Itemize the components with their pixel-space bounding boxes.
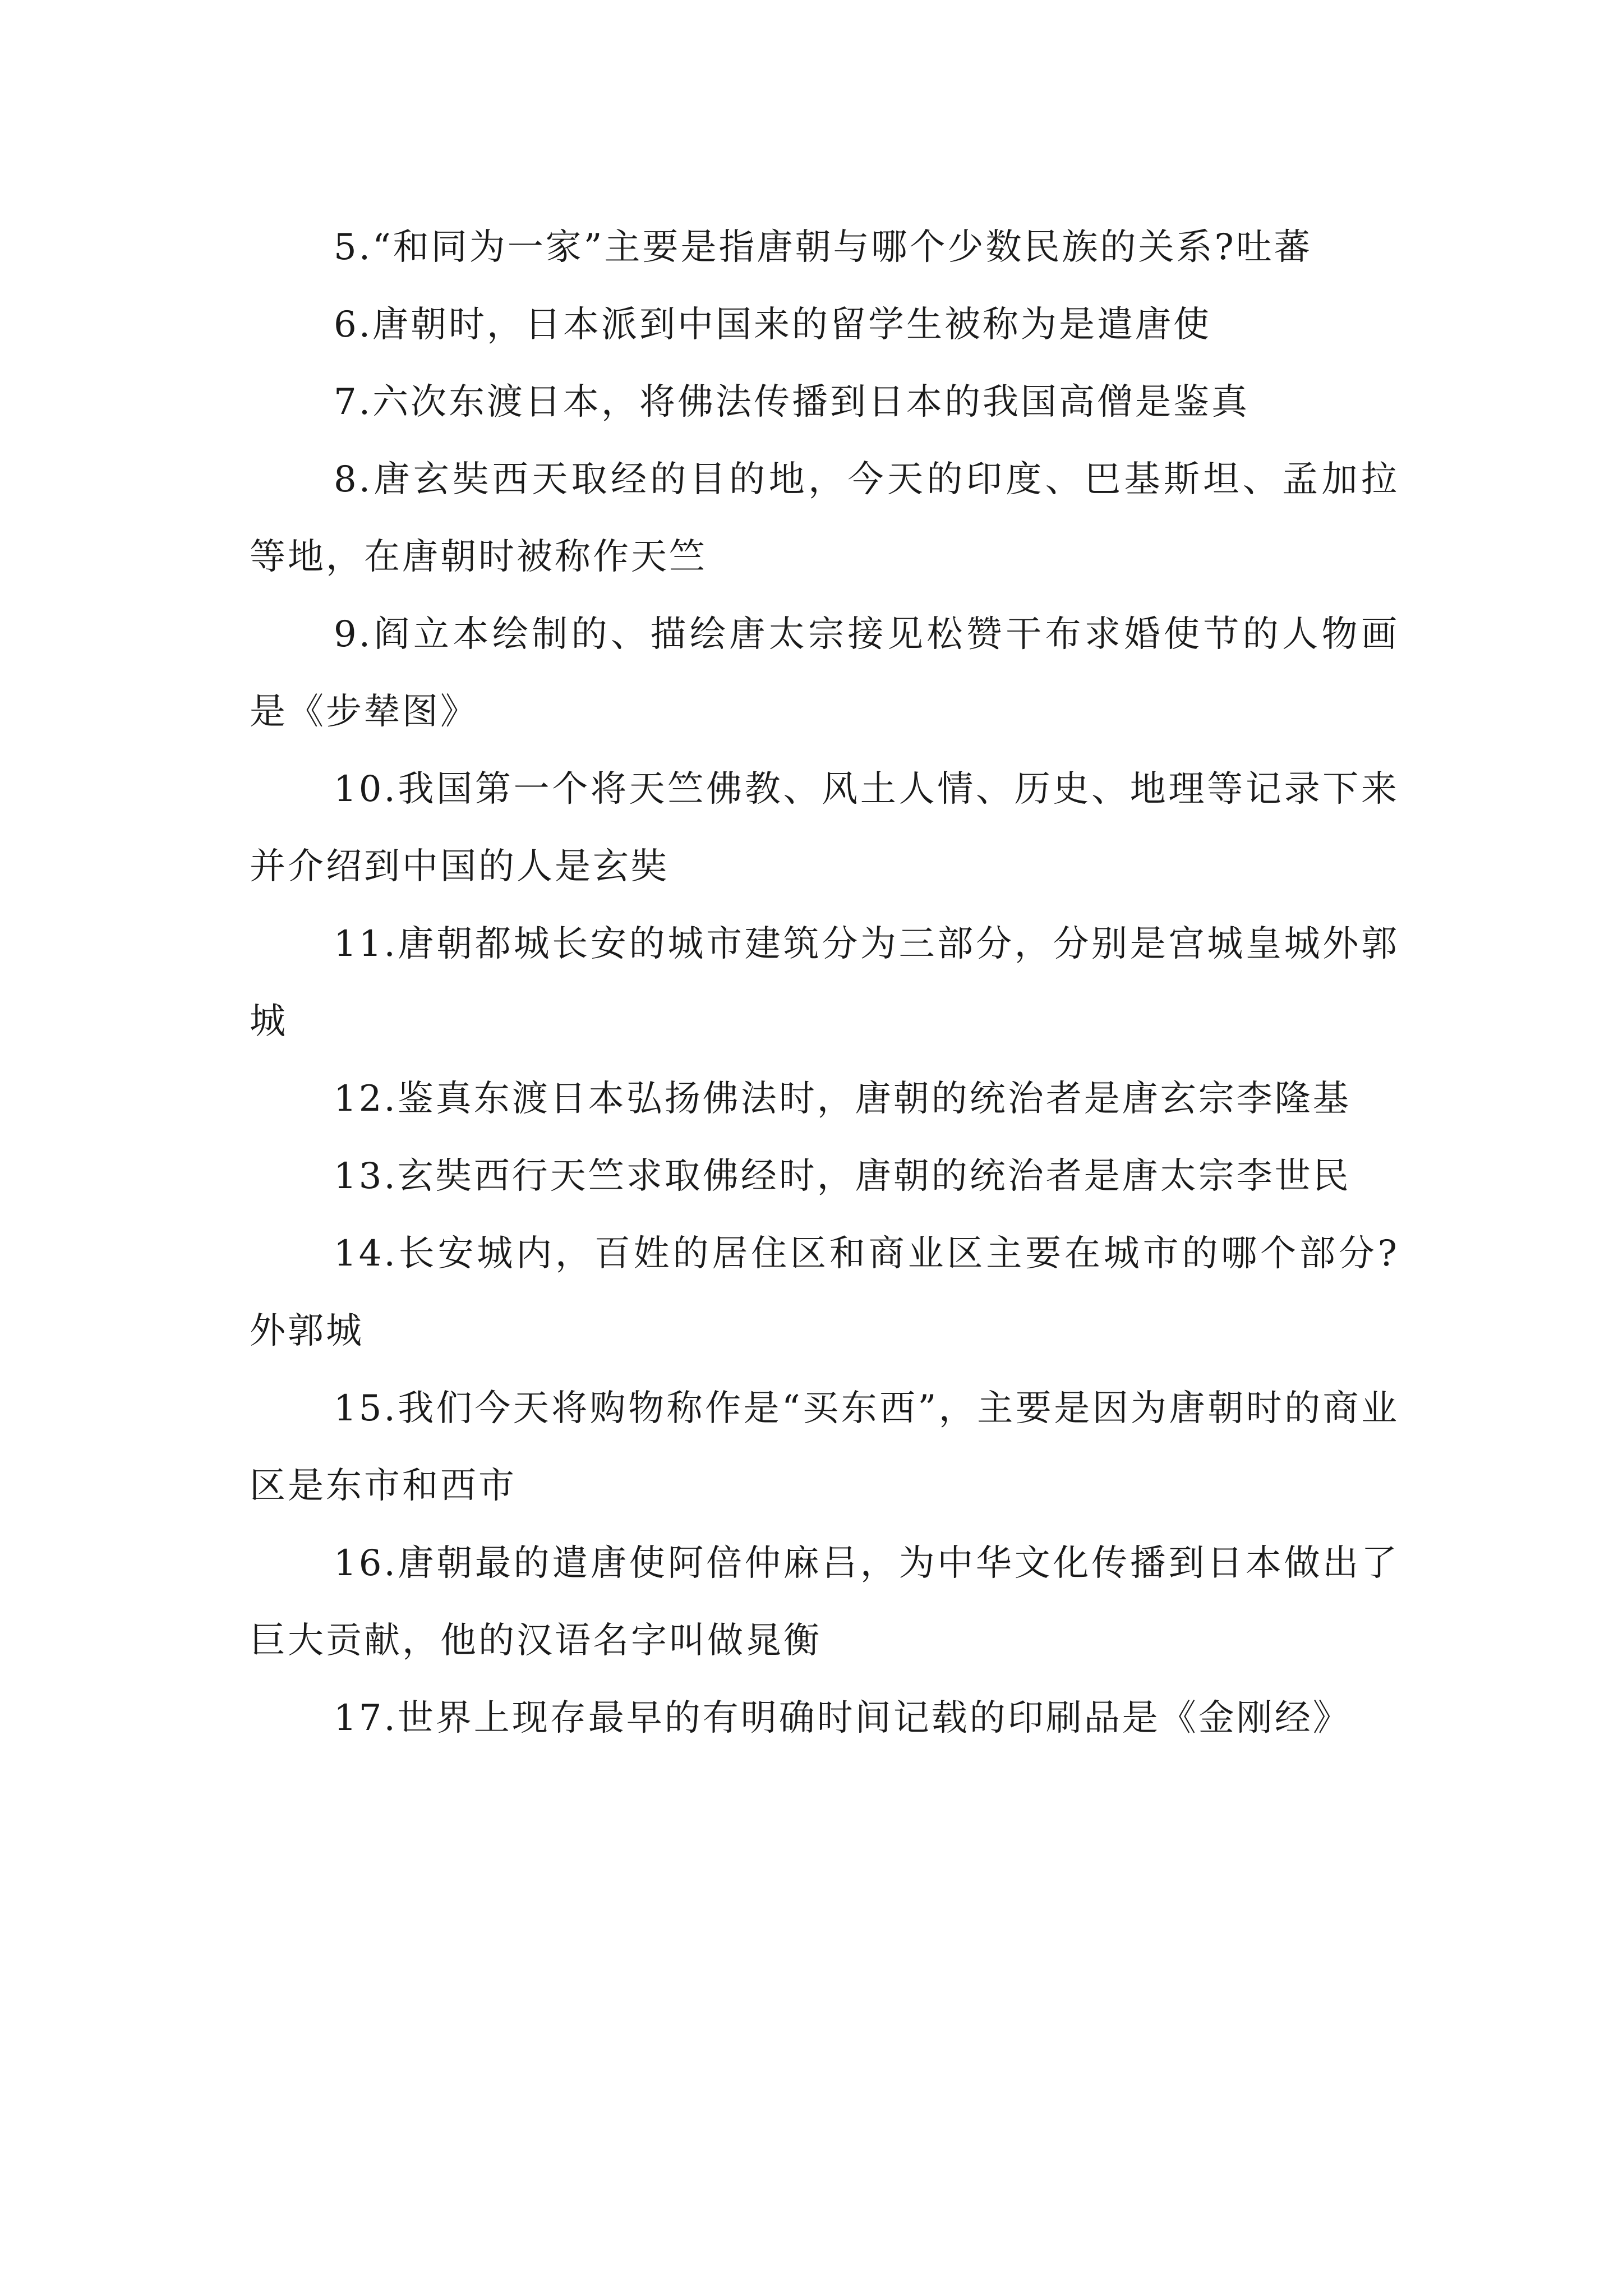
question-item-8: 8.唐玄奘西天取经的目的地，今天的印度、巴基斯坦、孟加拉等地，在唐朝时被称作天竺 xyxy=(250,459,1399,578)
question-item-12: 12.鉴真东渡日本弘扬佛法时，唐朝的统治者是唐玄宗李隆基 xyxy=(334,1078,1351,1120)
question-item-9: 9.阎立本绘制的、描绘唐太宗接见松赞干布求婚使节的人物画是《步辇图》 xyxy=(250,614,1399,733)
question-item-16: 16.唐朝最的遣唐使阿倍仲麻吕，为中华文化传播到日本做出了巨大贡献，他的汉语名字叫做晁衡 xyxy=(250,1543,1399,1662)
question-item-7: 7.六次东渡日本，将佛法传播到日本的我国高僧是鉴真 xyxy=(334,381,1250,423)
question-item-10: 10.我国第一个将天竺佛教、风土人情、历史、地理等记录下来并介绍到中国的人是玄奘 xyxy=(250,769,1399,887)
question-item-6: 6.唐朝时，日本派到中国来的留学生被称为是遣唐使 xyxy=(334,304,1212,346)
question-item-14: 14.长安城内，百姓的居住区和商业区主要在城市的哪个部分?外郭城 xyxy=(250,1233,1399,1352)
question-item-5: 5.“和同为一家”主要是指唐朝与哪个少数民族的关系?吐蕃 xyxy=(334,227,1312,268)
question-item-17: 17.世界上现存最早的有明确时间记载的印刷品是《金刚经》 xyxy=(334,1697,1351,1739)
question-item-11: 11.唐朝都城长安的城市建筑分为三部分，分别是宫城皇城外郭城 xyxy=(250,923,1399,1042)
document-body xyxy=(250,209,1399,1757)
question-item-13: 13.玄奘西行天竺求取佛经时，唐朝的统治者是唐太宗李世民 xyxy=(334,1156,1351,1197)
question-item-15: 15.我们今天将购物称作是“买东西”，主要是因为唐朝时的商业区是东市和西市 xyxy=(250,1388,1399,1507)
